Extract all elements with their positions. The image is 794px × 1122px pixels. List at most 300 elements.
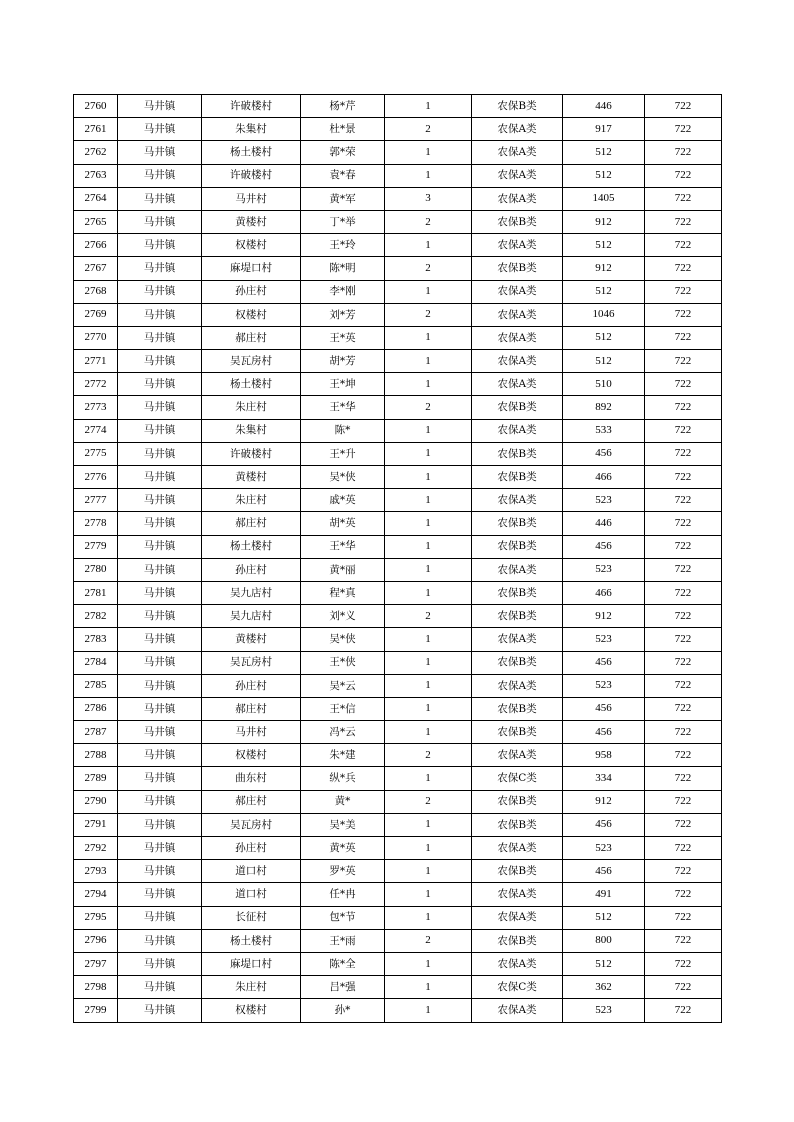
cell-person-name: 黄*丽 xyxy=(301,558,385,581)
table-row xyxy=(74,118,722,141)
cell-amount: 456 xyxy=(563,813,645,836)
cell-household-count: 1 xyxy=(385,326,472,349)
cell-town: 马井镇 xyxy=(118,141,202,164)
cell-village: 权楼村 xyxy=(202,303,301,326)
table-row xyxy=(74,976,722,999)
cell-row-number: 2767 xyxy=(74,257,118,280)
cell-amount: 523 xyxy=(563,628,645,651)
cell-person-name: 吴*美 xyxy=(301,813,385,836)
cell-amount: 523 xyxy=(563,489,645,512)
table-row xyxy=(74,396,722,419)
cell-village: 朱庄村 xyxy=(202,396,301,419)
cell-standard: 722 xyxy=(645,790,722,813)
cell-standard: 722 xyxy=(645,651,722,674)
cell-row-number: 2795 xyxy=(74,906,118,929)
cell-person-name: 戚*英 xyxy=(301,489,385,512)
table-row xyxy=(74,234,722,257)
cell-insurance-category: 农保B类 xyxy=(472,535,563,558)
table-row xyxy=(74,581,722,604)
cell-town: 马井镇 xyxy=(118,929,202,952)
table-row xyxy=(74,210,722,233)
cell-amount: 512 xyxy=(563,164,645,187)
cell-insurance-category: 农保A类 xyxy=(472,558,563,581)
cell-insurance-category: 农保A类 xyxy=(472,674,563,697)
cell-standard: 722 xyxy=(645,466,722,489)
cell-row-number: 2793 xyxy=(74,860,118,883)
cell-person-name: 胡*英 xyxy=(301,512,385,535)
cell-person-name: 王*玲 xyxy=(301,234,385,257)
cell-town: 马井镇 xyxy=(118,697,202,720)
cell-insurance-category: 农保B类 xyxy=(472,697,563,720)
cell-village: 孙庄村 xyxy=(202,674,301,697)
cell-household-count: 1 xyxy=(385,141,472,164)
cell-town: 马井镇 xyxy=(118,396,202,419)
cell-row-number: 2783 xyxy=(74,628,118,651)
cell-household-count: 1 xyxy=(385,883,472,906)
cell-amount: 446 xyxy=(563,512,645,535)
cell-household-count: 1 xyxy=(385,373,472,396)
cell-village: 马井村 xyxy=(202,187,301,210)
cell-person-name: 包*节 xyxy=(301,906,385,929)
cell-standard: 722 xyxy=(645,605,722,628)
cell-household-count: 1 xyxy=(385,419,472,442)
cell-amount: 1405 xyxy=(563,187,645,210)
cell-town: 马井镇 xyxy=(118,906,202,929)
cell-person-name: 陈* xyxy=(301,419,385,442)
cell-insurance-category: 农保B类 xyxy=(472,929,563,952)
cell-amount: 512 xyxy=(563,141,645,164)
cell-village: 许破楼村 xyxy=(202,95,301,118)
table-row xyxy=(74,744,722,767)
cell-standard: 722 xyxy=(645,999,722,1022)
cell-town: 马井镇 xyxy=(118,350,202,373)
cell-household-count: 1 xyxy=(385,837,472,860)
cell-insurance-category: 农保A类 xyxy=(472,187,563,210)
cell-insurance-category: 农保B类 xyxy=(472,466,563,489)
cell-household-count: 1 xyxy=(385,535,472,558)
cell-insurance-category: 农保A类 xyxy=(472,118,563,141)
cell-household-count: 2 xyxy=(385,929,472,952)
cell-household-count: 2 xyxy=(385,257,472,280)
cell-standard: 722 xyxy=(645,210,722,233)
cell-amount: 334 xyxy=(563,767,645,790)
document-page xyxy=(73,94,721,1023)
cell-amount: 456 xyxy=(563,721,645,744)
cell-insurance-category: 农保B类 xyxy=(472,512,563,535)
table-row xyxy=(74,721,722,744)
cell-amount: 456 xyxy=(563,860,645,883)
cell-row-number: 2789 xyxy=(74,767,118,790)
cell-household-count: 1 xyxy=(385,442,472,465)
table-row xyxy=(74,999,722,1022)
cell-standard: 722 xyxy=(645,581,722,604)
cell-insurance-category: 农保B类 xyxy=(472,396,563,419)
cell-village: 麻堤口村 xyxy=(202,952,301,975)
cell-person-name: 胡*芳 xyxy=(301,350,385,373)
cell-household-count: 1 xyxy=(385,95,472,118)
cell-amount: 456 xyxy=(563,651,645,674)
cell-town: 马井镇 xyxy=(118,257,202,280)
cell-standard: 722 xyxy=(645,628,722,651)
cell-standard: 722 xyxy=(645,674,722,697)
table-row xyxy=(74,257,722,280)
cell-household-count: 3 xyxy=(385,187,472,210)
cell-insurance-category: 农保A类 xyxy=(472,906,563,929)
cell-insurance-category: 农保A类 xyxy=(472,837,563,860)
cell-household-count: 2 xyxy=(385,210,472,233)
cell-standard: 722 xyxy=(645,95,722,118)
cell-village: 郝庄村 xyxy=(202,326,301,349)
cell-insurance-category: 农保A类 xyxy=(472,883,563,906)
table-row xyxy=(74,813,722,836)
cell-amount: 456 xyxy=(563,442,645,465)
cell-household-count: 1 xyxy=(385,489,472,512)
cell-standard: 722 xyxy=(645,929,722,952)
table-row xyxy=(74,837,722,860)
cell-insurance-category: 农保A类 xyxy=(472,999,563,1022)
table-row xyxy=(74,326,722,349)
cell-village: 黄楼村 xyxy=(202,210,301,233)
cell-row-number: 2785 xyxy=(74,674,118,697)
cell-standard: 722 xyxy=(645,860,722,883)
cell-standard: 722 xyxy=(645,697,722,720)
table-row xyxy=(74,419,722,442)
cell-village: 黄楼村 xyxy=(202,466,301,489)
cell-village: 许破楼村 xyxy=(202,442,301,465)
cell-village: 道口村 xyxy=(202,883,301,906)
cell-row-number: 2782 xyxy=(74,605,118,628)
cell-village: 权楼村 xyxy=(202,234,301,257)
cell-household-count: 1 xyxy=(385,628,472,651)
cell-town: 马井镇 xyxy=(118,628,202,651)
cell-standard: 722 xyxy=(645,906,722,929)
cell-row-number: 2768 xyxy=(74,280,118,303)
cell-row-number: 2764 xyxy=(74,187,118,210)
table-row xyxy=(74,558,722,581)
cell-household-count: 1 xyxy=(385,164,472,187)
cell-person-name: 吴*侠 xyxy=(301,628,385,651)
cell-town: 马井镇 xyxy=(118,326,202,349)
cell-amount: 512 xyxy=(563,280,645,303)
cell-person-name: 孙* xyxy=(301,999,385,1022)
table-row xyxy=(74,303,722,326)
cell-person-name: 郭*荣 xyxy=(301,141,385,164)
cell-household-count: 1 xyxy=(385,976,472,999)
cell-village: 杨土楼村 xyxy=(202,373,301,396)
cell-row-number: 2775 xyxy=(74,442,118,465)
cell-amount: 912 xyxy=(563,605,645,628)
table-row xyxy=(74,442,722,465)
cell-amount: 533 xyxy=(563,419,645,442)
cell-village: 权楼村 xyxy=(202,999,301,1022)
cell-town: 马井镇 xyxy=(118,883,202,906)
cell-person-name: 王*英 xyxy=(301,326,385,349)
cell-person-name: 黄*英 xyxy=(301,837,385,860)
cell-town: 马井镇 xyxy=(118,767,202,790)
cell-village: 吴瓦房村 xyxy=(202,350,301,373)
cell-town: 马井镇 xyxy=(118,721,202,744)
cell-amount: 512 xyxy=(563,906,645,929)
cell-town: 马井镇 xyxy=(118,558,202,581)
cell-insurance-category: 农保B类 xyxy=(472,860,563,883)
cell-household-count: 1 xyxy=(385,558,472,581)
cell-row-number: 2762 xyxy=(74,141,118,164)
cell-standard: 722 xyxy=(645,303,722,326)
cell-insurance-category: 农保B类 xyxy=(472,721,563,744)
cell-insurance-category: 农保B类 xyxy=(472,442,563,465)
cell-town: 马井镇 xyxy=(118,837,202,860)
cell-person-name: 王*华 xyxy=(301,535,385,558)
cell-standard: 722 xyxy=(645,396,722,419)
cell-insurance-category: 农保C类 xyxy=(472,767,563,790)
cell-household-count: 1 xyxy=(385,860,472,883)
cell-row-number: 2788 xyxy=(74,744,118,767)
cell-person-name: 刘*义 xyxy=(301,605,385,628)
cell-town: 马井镇 xyxy=(118,210,202,233)
cell-person-name: 王*升 xyxy=(301,442,385,465)
cell-village: 吴瓦房村 xyxy=(202,651,301,674)
cell-standard: 722 xyxy=(645,558,722,581)
cell-household-count: 1 xyxy=(385,674,472,697)
cell-standard: 722 xyxy=(645,721,722,744)
cell-person-name: 杨*芹 xyxy=(301,95,385,118)
data-table xyxy=(73,94,722,1023)
cell-person-name: 程*真 xyxy=(301,581,385,604)
cell-amount: 1046 xyxy=(563,303,645,326)
cell-village: 吴九店村 xyxy=(202,581,301,604)
cell-row-number: 2763 xyxy=(74,164,118,187)
cell-household-count: 1 xyxy=(385,466,472,489)
cell-person-name: 王*信 xyxy=(301,697,385,720)
cell-standard: 722 xyxy=(645,744,722,767)
cell-amount: 892 xyxy=(563,396,645,419)
cell-household-count: 1 xyxy=(385,581,472,604)
cell-row-number: 2774 xyxy=(74,419,118,442)
table-row xyxy=(74,767,722,790)
table-row xyxy=(74,674,722,697)
cell-insurance-category: 农保A类 xyxy=(472,326,563,349)
cell-household-count: 1 xyxy=(385,813,472,836)
table-row xyxy=(74,373,722,396)
cell-standard: 722 xyxy=(645,164,722,187)
cell-household-count: 1 xyxy=(385,697,472,720)
cell-village: 黄楼村 xyxy=(202,628,301,651)
cell-village: 长征村 xyxy=(202,906,301,929)
cell-household-count: 2 xyxy=(385,396,472,419)
cell-amount: 523 xyxy=(563,558,645,581)
cell-village: 孙庄村 xyxy=(202,280,301,303)
cell-row-number: 2779 xyxy=(74,535,118,558)
cell-amount: 362 xyxy=(563,976,645,999)
table-row xyxy=(74,95,722,118)
cell-insurance-category: 农保A类 xyxy=(472,419,563,442)
cell-standard: 722 xyxy=(645,883,722,906)
cell-row-number: 2781 xyxy=(74,581,118,604)
cell-person-name: 杜*景 xyxy=(301,118,385,141)
table-row xyxy=(74,929,722,952)
cell-row-number: 2772 xyxy=(74,373,118,396)
cell-amount: 512 xyxy=(563,326,645,349)
cell-standard: 722 xyxy=(645,767,722,790)
cell-person-name: 罗*英 xyxy=(301,860,385,883)
cell-town: 马井镇 xyxy=(118,118,202,141)
cell-amount: 917 xyxy=(563,118,645,141)
cell-town: 马井镇 xyxy=(118,860,202,883)
cell-row-number: 2792 xyxy=(74,837,118,860)
cell-standard: 722 xyxy=(645,118,722,141)
cell-village: 杨土楼村 xyxy=(202,929,301,952)
cell-amount: 456 xyxy=(563,535,645,558)
cell-person-name: 黄*军 xyxy=(301,187,385,210)
cell-insurance-category: 农保A类 xyxy=(472,628,563,651)
cell-person-name: 朱*建 xyxy=(301,744,385,767)
cell-village: 郝庄村 xyxy=(202,790,301,813)
cell-insurance-category: 农保A类 xyxy=(472,350,563,373)
cell-standard: 722 xyxy=(645,257,722,280)
table-row xyxy=(74,141,722,164)
cell-town: 马井镇 xyxy=(118,466,202,489)
cell-amount: 912 xyxy=(563,790,645,813)
cell-row-number: 2771 xyxy=(74,350,118,373)
cell-standard: 722 xyxy=(645,141,722,164)
cell-village: 许破楼村 xyxy=(202,164,301,187)
table-row xyxy=(74,280,722,303)
cell-village: 道口村 xyxy=(202,860,301,883)
cell-town: 马井镇 xyxy=(118,581,202,604)
cell-insurance-category: 农保B类 xyxy=(472,790,563,813)
cell-town: 马井镇 xyxy=(118,744,202,767)
cell-standard: 722 xyxy=(645,350,722,373)
cell-amount: 510 xyxy=(563,373,645,396)
cell-row-number: 2761 xyxy=(74,118,118,141)
cell-amount: 491 xyxy=(563,883,645,906)
cell-household-count: 1 xyxy=(385,651,472,674)
cell-village: 朱庄村 xyxy=(202,489,301,512)
cell-insurance-category: 农保B类 xyxy=(472,813,563,836)
cell-person-name: 吴*云 xyxy=(301,674,385,697)
cell-insurance-category: 农保A类 xyxy=(472,489,563,512)
cell-amount: 446 xyxy=(563,95,645,118)
cell-insurance-category: 农保A类 xyxy=(472,952,563,975)
cell-standard: 722 xyxy=(645,489,722,512)
cell-person-name: 任*冉 xyxy=(301,883,385,906)
cell-standard: 722 xyxy=(645,976,722,999)
cell-village: 朱庄村 xyxy=(202,976,301,999)
cell-town: 马井镇 xyxy=(118,674,202,697)
cell-household-count: 1 xyxy=(385,234,472,257)
cell-person-name: 陈*全 xyxy=(301,952,385,975)
cell-town: 马井镇 xyxy=(118,535,202,558)
cell-village: 麻堤口村 xyxy=(202,257,301,280)
cell-person-name: 吴*侠 xyxy=(301,466,385,489)
cell-standard: 722 xyxy=(645,280,722,303)
cell-person-name: 王*侠 xyxy=(301,651,385,674)
cell-village: 孙庄村 xyxy=(202,837,301,860)
cell-amount: 912 xyxy=(563,257,645,280)
table-row xyxy=(74,697,722,720)
cell-village: 杨土楼村 xyxy=(202,535,301,558)
table-row xyxy=(74,535,722,558)
cell-standard: 722 xyxy=(645,442,722,465)
cell-standard: 722 xyxy=(645,512,722,535)
cell-standard: 722 xyxy=(645,535,722,558)
cell-row-number: 2790 xyxy=(74,790,118,813)
cell-household-count: 1 xyxy=(385,512,472,535)
cell-insurance-category: 农保A类 xyxy=(472,141,563,164)
cell-person-name: 刘*芳 xyxy=(301,303,385,326)
cell-village: 吴瓦房村 xyxy=(202,813,301,836)
cell-person-name: 纵*兵 xyxy=(301,767,385,790)
cell-amount: 958 xyxy=(563,744,645,767)
cell-standard: 722 xyxy=(645,326,722,349)
cell-insurance-category: 农保C类 xyxy=(472,976,563,999)
cell-household-count: 1 xyxy=(385,952,472,975)
table-row xyxy=(74,651,722,674)
cell-insurance-category: 农保A类 xyxy=(472,303,563,326)
cell-amount: 912 xyxy=(563,210,645,233)
table-row xyxy=(74,466,722,489)
cell-standard: 722 xyxy=(645,813,722,836)
cell-household-count: 2 xyxy=(385,118,472,141)
cell-row-number: 2797 xyxy=(74,952,118,975)
cell-row-number: 2769 xyxy=(74,303,118,326)
cell-town: 马井镇 xyxy=(118,419,202,442)
cell-amount: 523 xyxy=(563,674,645,697)
cell-row-number: 2766 xyxy=(74,234,118,257)
cell-town: 马井镇 xyxy=(118,164,202,187)
cell-household-count: 2 xyxy=(385,744,472,767)
cell-row-number: 2794 xyxy=(74,883,118,906)
cell-village: 吴九店村 xyxy=(202,605,301,628)
table-row xyxy=(74,512,722,535)
cell-town: 马井镇 xyxy=(118,489,202,512)
table-row xyxy=(74,489,722,512)
cell-amount: 800 xyxy=(563,929,645,952)
cell-row-number: 2765 xyxy=(74,210,118,233)
cell-standard: 722 xyxy=(645,419,722,442)
cell-village: 马井村 xyxy=(202,721,301,744)
cell-household-count: 1 xyxy=(385,280,472,303)
cell-row-number: 2784 xyxy=(74,651,118,674)
cell-row-number: 2791 xyxy=(74,813,118,836)
cell-insurance-category: 农保A类 xyxy=(472,280,563,303)
table-row xyxy=(74,883,722,906)
cell-insurance-category: 农保B类 xyxy=(472,257,563,280)
cell-person-name: 冯*云 xyxy=(301,721,385,744)
cell-village: 孙庄村 xyxy=(202,558,301,581)
cell-row-number: 2798 xyxy=(74,976,118,999)
cell-town: 马井镇 xyxy=(118,605,202,628)
cell-person-name: 李*刚 xyxy=(301,280,385,303)
cell-standard: 722 xyxy=(645,952,722,975)
cell-row-number: 2799 xyxy=(74,999,118,1022)
cell-standard: 722 xyxy=(645,837,722,860)
cell-row-number: 2776 xyxy=(74,466,118,489)
cell-town: 马井镇 xyxy=(118,790,202,813)
table-row xyxy=(74,860,722,883)
cell-person-name: 丁*举 xyxy=(301,210,385,233)
cell-person-name: 黄* xyxy=(301,790,385,813)
cell-amount: 456 xyxy=(563,697,645,720)
cell-village: 朱集村 xyxy=(202,118,301,141)
cell-town: 马井镇 xyxy=(118,95,202,118)
cell-row-number: 2786 xyxy=(74,697,118,720)
cell-standard: 722 xyxy=(645,234,722,257)
cell-town: 马井镇 xyxy=(118,651,202,674)
cell-insurance-category: 农保A类 xyxy=(472,164,563,187)
cell-amount: 512 xyxy=(563,234,645,257)
table-row xyxy=(74,164,722,187)
